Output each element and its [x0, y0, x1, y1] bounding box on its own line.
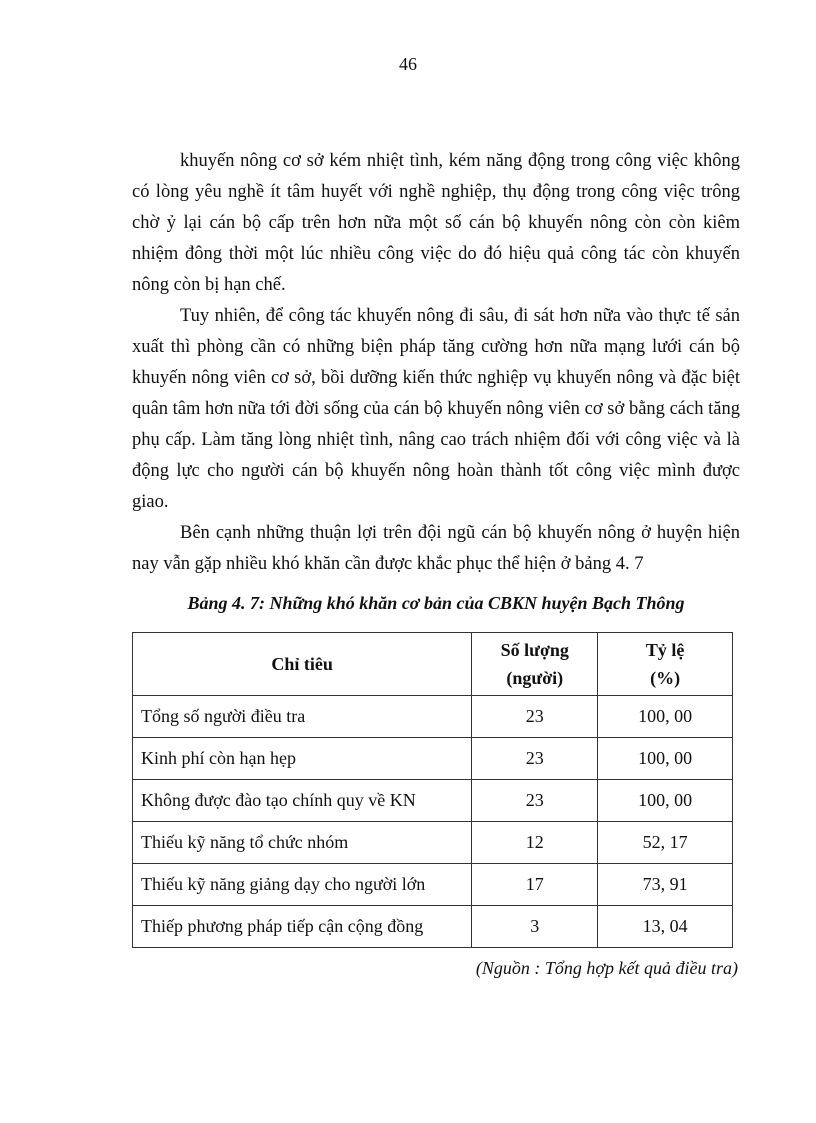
row-ratio: 100, 00	[598, 780, 733, 822]
paragraph: Bên cạnh những thuận lợi trên đội ngũ cán bộ khuyến nông ở huyện hiện nay vẫn gặp nhiều khó khăn cần được khắc phục thể hiện ở bảng 4. 7	[132, 523, 740, 574]
table-source-note: (Nguồn : Tổng hợp kết quả điều tra)	[475, 958, 738, 978]
table-row	[133, 696, 733, 738]
header-ratio-line1: Tỷ lệ	[645, 640, 685, 660]
row-ratio: 100, 00	[598, 738, 733, 780]
row-ratio: 100, 00	[598, 696, 733, 738]
paragraph: khuyến nông cơ sở kém nhiệt tình, kém năng động trong công việc không có lòng yêu nghề ít tâm huyết với nghề nghiệp, thụ động trong công việc trông chờ ỷ lại cán bộ cấp trên hơn nữa một số cán bộ khuyến nông còn còn kiêm nhiệm đông thời một lúc nhiều công việc do đó hiệu quả công tác còn khuyến nông còn bị hạn chế.	[132, 151, 740, 295]
table-row	[133, 864, 733, 906]
row-criteria: Thiếu kỹ năng giảng dạy cho người lớn	[133, 864, 472, 906]
row-ratio: 13, 04	[598, 906, 733, 948]
header-criteria: Chỉ tiêu	[133, 633, 472, 696]
row-count: 23	[472, 780, 598, 822]
row-count: 23	[472, 696, 598, 738]
body-text	[132, 146, 740, 580]
header-count-line2: (người)	[506, 668, 564, 688]
row-count: 3	[472, 906, 598, 948]
table-row	[133, 738, 733, 780]
row-criteria: Thiếp phương pháp tiếp cận cộng đồng	[133, 906, 472, 948]
header-ratio-line2: (%)	[650, 668, 681, 688]
row-count: 17	[472, 864, 598, 906]
table-caption: Bảng 4. 7: Những khó khăn cơ bản của CBKN huyện Bạch Thông	[187, 593, 685, 613]
paragraph: Tuy nhiên, để công tác khuyến nông đi sâu, đi sát hơn nữa vào thực tế sản xuất thì phòng cần có những biện pháp tăng cường hơn nữa mạng lưới cán bộ khuyến nông viên cơ sở, bồi dưỡng kiến thức nghiệp vụ khuyến nông và đặc biệt quân tâm hơn nữa tới đời sống của cán bộ khuyến nông viên cơ sở bằng cách tăng phụ cấp. Làm tăng lòng nhiệt tình, nâng cao trách nhiệm đối với công việc và là động lực cho người cán bộ khuyến nông hoàn thành tốt công việc mình được giao.	[132, 306, 740, 512]
row-count: 23	[472, 738, 598, 780]
page-number: 46	[399, 54, 417, 74]
table-row	[133, 906, 733, 948]
row-criteria: Không được đào tạo chính quy về KN	[133, 780, 472, 822]
table-row	[133, 780, 733, 822]
row-ratio: 73, 91	[598, 864, 733, 906]
header-ratio	[598, 633, 733, 696]
row-count: 12	[472, 822, 598, 864]
difficulties-table	[132, 632, 733, 948]
table-row	[133, 822, 733, 864]
row-criteria: Kinh phí còn hạn hẹp	[133, 738, 472, 780]
header-count-line1: Số lượng	[500, 640, 569, 660]
header-count	[472, 633, 598, 696]
table-header-row	[133, 633, 733, 696]
row-criteria: Thiếu kỹ năng tổ chức nhóm	[133, 822, 472, 864]
row-ratio: 52, 17	[598, 822, 733, 864]
row-criteria: Tổng số người điều tra	[133, 696, 472, 738]
